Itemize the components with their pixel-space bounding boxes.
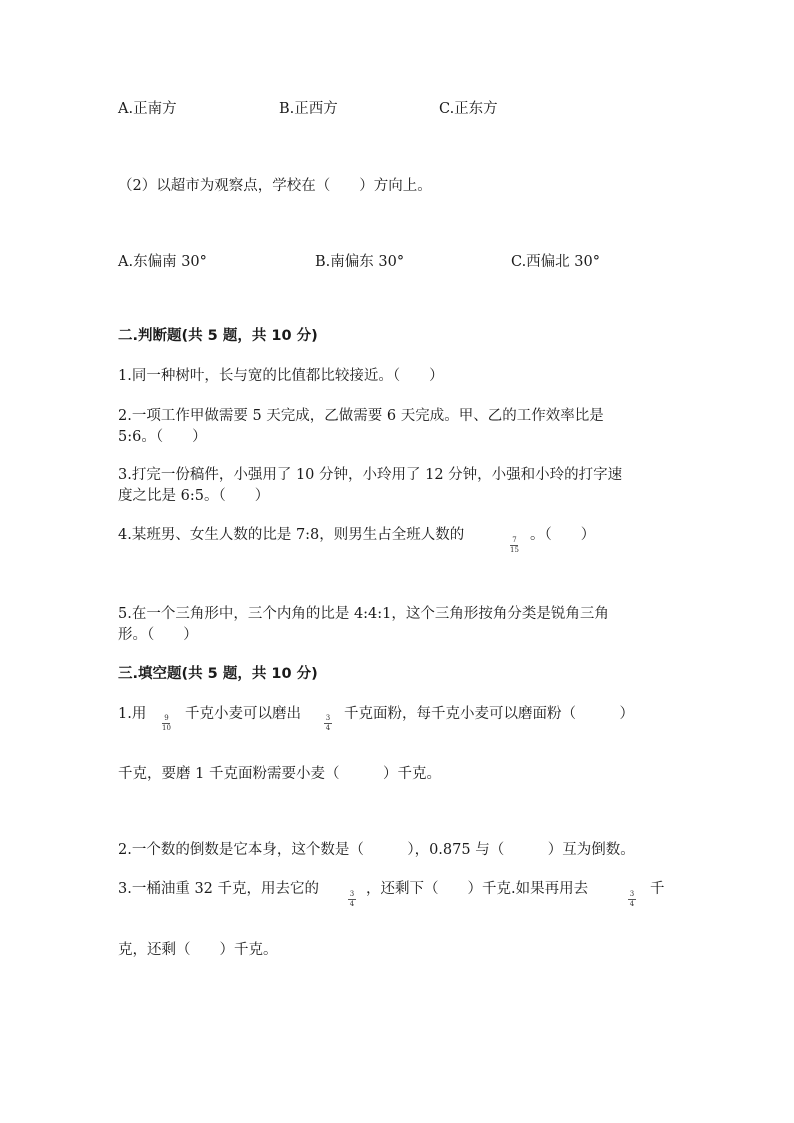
judge-q2-line2: 5:6。（ ） — [118, 429, 207, 445]
fill-q3-part2: ，还剩下（ ）千克.如果再用去 — [366, 881, 589, 897]
fill-q1-part2: 千克小麦可以磨出 — [185, 706, 301, 722]
judge-q3-line1: 3.打完一份稿件，小强用了 10 分钟，小玲用了 12 分钟，小强和小玲的打字速 — [118, 467, 623, 483]
judge-q4-part1: 4.某班男、女生人数的比是 7:8，则男生占全班人数的 — [118, 527, 465, 543]
fraction-numerator: 9 — [164, 714, 169, 722]
judge-q5-line1: 5.在一个三角形中，三个内角的比是 4:4:1，这个三角形按角分类是锐角三角 — [118, 606, 609, 622]
judge-q4-part2: 。（ ） — [530, 527, 596, 543]
fraction-denominator: 10 — [162, 724, 171, 732]
fill-q3-part3: 千 — [650, 881, 665, 897]
section-3-title: 三.填空题(共 5 题，共 10 分) — [118, 666, 318, 682]
fraction — [510, 537, 519, 554]
fraction-numerator: 7 — [512, 536, 517, 544]
judge-q5-line2: 形。（ ） — [118, 627, 198, 643]
fraction — [628, 891, 636, 908]
option-c: C.正东方 — [439, 101, 498, 117]
fraction-denominator: 4 — [629, 900, 635, 908]
fill-q2: 2.一个数的倒数是它本身，这个数是（ ），0.875 与（ ）互为倒数。 — [118, 842, 635, 858]
judge-q2-line1: 2.一项工作甲做需要 5 天完成，乙做需要 6 天完成。甲、乙的工作效率比是 — [118, 408, 604, 424]
fraction — [348, 891, 356, 908]
question-2-stem: （2）以超市为观察点，学校在（ ）方向上。 — [118, 178, 432, 194]
fraction-numerator: 3 — [349, 890, 355, 898]
fraction — [162, 715, 171, 732]
fraction-denominator: 15 — [510, 546, 519, 554]
fill-q1-part3: 千克面粉，每千克小麦可以磨面粉（ ） — [344, 706, 634, 722]
fill-q3-line2: 克，还剩（ ）千克。 — [118, 942, 278, 958]
judge-q3-line2: 度之比是 6:5。（ ） — [118, 488, 270, 504]
q2-option-a: A.东偏南 30° — [118, 254, 207, 270]
option-b: B.正西方 — [279, 101, 338, 117]
fill-q1-part1: 1.用 — [118, 706, 147, 722]
fraction-numerator: 3 — [629, 890, 635, 898]
q2-option-b: B.南偏东 30° — [315, 254, 405, 270]
q2-option-c: C.西偏北 30° — [511, 254, 600, 270]
fill-q1-line2: 千克，要磨 1 千克面粉需要小麦（ ）千克。 — [118, 766, 441, 782]
fraction — [324, 715, 332, 732]
fraction-denominator: 4 — [325, 724, 331, 732]
fraction-numerator: 3 — [325, 714, 331, 722]
section-2-title: 二.判断题(共 5 题，共 10 分) — [118, 328, 318, 344]
judge-q1: 1.同一种树叶，长与宽的比值都比较接近。（ ） — [118, 368, 444, 384]
option-a: A.正南方 — [118, 101, 177, 117]
fill-q3-part1: 3.一桶油重 32 千克，用去它的 — [118, 881, 320, 897]
fraction-denominator: 4 — [349, 900, 355, 908]
